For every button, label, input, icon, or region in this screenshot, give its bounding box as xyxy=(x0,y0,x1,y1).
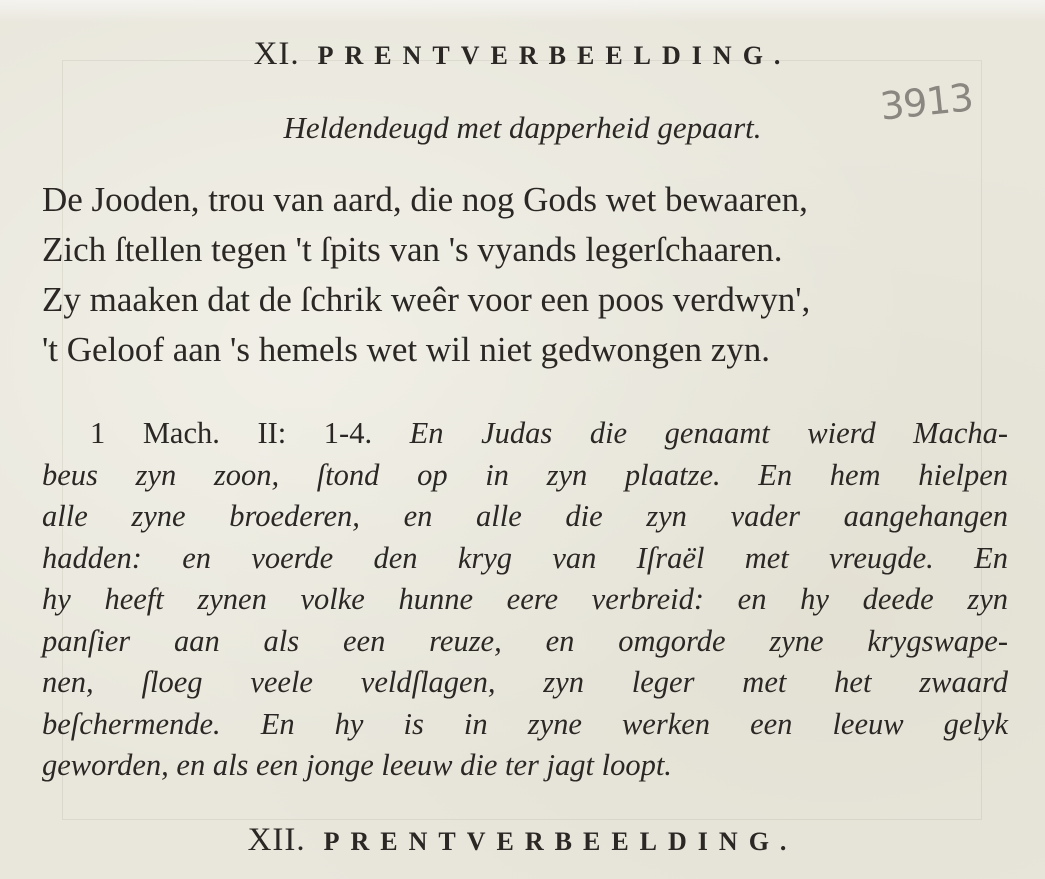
scripture-line xyxy=(42,413,1008,455)
scripture-line: nen, ſloeg veele veldſlagen, zyn leger met het zwaard xyxy=(42,665,1008,699)
paper-edge xyxy=(0,0,1045,22)
motto-subtitle: Heldendeugd met dapperheid gepaart. xyxy=(283,110,762,145)
section-title: PRENTVERBEELDING. xyxy=(317,41,792,70)
section-header-top xyxy=(0,36,1045,73)
scripture-line: beſchermende. En hy is in zyne werken een leeuw gelyk xyxy=(42,706,1008,741)
scripture-line: hadden: en voerde den kryg van Iſraël met vreugde. En xyxy=(42,540,1008,575)
section-numeral: XII. xyxy=(247,822,306,858)
handwritten-number: 3913 xyxy=(877,75,975,129)
verse-line: De Jooden, trou van aard, die nog Gods wet bewaaren, xyxy=(42,180,808,219)
section-header-bottom xyxy=(0,822,1045,859)
scripture-reference: 1 Mach. II: 1-4. xyxy=(90,416,373,450)
scripture-line: alle zyne broederen, en alle die zyn vader aangehangen xyxy=(42,499,1008,533)
verse-line: 't Geloof aan 's hemels wet wil niet gedwongen zyn. xyxy=(42,330,770,369)
verse-block xyxy=(42,175,1012,375)
scripture-line: hy heeft zynen volke hunne eere verbreid: en hy deede zyn xyxy=(42,582,1008,616)
scripture-passage xyxy=(42,413,1008,787)
scripture-line: geworden, en als een jonge leeuw die ter jagt loopt. xyxy=(42,748,672,782)
scripture-text: En Judas die genaamt wierd Macha- xyxy=(409,416,1009,450)
section-title: PRENTVERBEELDING. xyxy=(323,827,798,856)
scripture-line: beus zyn zoon, ſtond op in zyn plaatze. En hem hielpen xyxy=(42,457,1008,492)
verse-line: Zich ſtellen tegen 't ſpits van 's vyands legerſchaaren. xyxy=(42,230,783,269)
section-numeral: XI. xyxy=(253,36,300,72)
scripture-line: panſier aan als een reuze, en omgorde zyne krygswape- xyxy=(42,623,1008,658)
verse-line: Zy maaken dat de ſchrik weêr voor een poos verdwyn', xyxy=(42,280,811,319)
